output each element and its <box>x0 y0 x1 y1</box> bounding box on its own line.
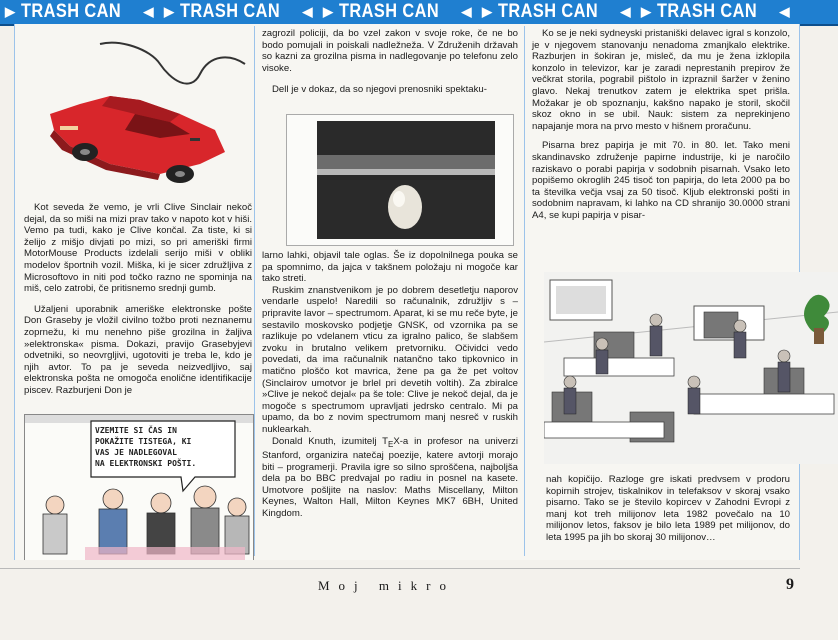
column-2 <box>262 28 518 96</box>
banner-segment <box>636 1 795 23</box>
arrow-right-icon: ▶ <box>5 4 16 19</box>
banner-segment <box>318 1 477 23</box>
paragraph: nah kopičijo. Razloge gre iskati predvsem v prodoru kopirnih strojev, tiskalnikov in telefaksov v skoraj vsako pisarno. Tako se je število kopircev v Zahodni Evropi z manj kot treh milijonov leta 1982 povečalo na 10 milijonov letos, faksov je bilo leta 1989 pet milijonov, do leta 1995 pa jih bo skoraj 30 milijonov… <box>546 474 790 543</box>
paragraph: Pisarna brez papirja je mit 70. in 80. let. Tako meni skandinavsko združenje papirne industrije, ki je naročilo raziskavo o porabi papirja v sodobnih pisarnah. Vsako leto popišemo okroglih 245 tisoč ton papirja, do leta 2000 pa bo ta številka večja vsaj za 50 tisoč. Kljub elektronski pošti in sodobnim napravam, ki lahko na CD shranijo 30.0000 strani A4, se kupi papirja v pisar- <box>532 140 790 221</box>
paragraph: zagrozil policiji, da bo vzel zakon v svoje roke, če ne bo bodo pomujali in poiskali nadležneža. V Združenih državah so kazni za grozilna pisma in nadlegovanje po telefonu zelo visoke. <box>262 28 518 74</box>
cartoon-illustration <box>24 414 254 561</box>
page-footer <box>0 560 838 640</box>
page-number: 9 <box>786 576 794 593</box>
text-fragment: X-a in profesor na univerzi Stanford, organizira natečaj poezije, katere avtorji morajo biti – programerji. Pravila igre so silno sproščena, najboljša dela pa bo BBC predvajal po radiu in posnel na kasete. Umotvore pošljite na naslov: Maths Miscellany, Milton Keynes, Walton Hall, Milton Keynes MK7 6BH, United Kingdom. <box>262 435 518 519</box>
paragraph <box>262 436 518 520</box>
text-fragment: Donald Knuth, izumitelj T <box>272 435 388 447</box>
car-mouse-image <box>40 34 250 204</box>
column-1 <box>24 202 252 397</box>
magazine-name: Moj mikro <box>318 578 455 593</box>
header-banner <box>0 0 838 26</box>
banner-text: TRASH CAN <box>338 1 439 22</box>
column-divider <box>524 26 525 556</box>
arrow-left-icon: ◀ <box>620 4 631 19</box>
paragraph: Dell je v dokaz, da so njegovi prenosniki spektaku- <box>272 84 487 96</box>
column-3 <box>532 28 790 222</box>
column-2b <box>262 250 518 520</box>
arrow-right-icon: ▶ <box>164 4 175 19</box>
bubble-line: NA ELEKTRONSKI POŠTI. <box>95 459 197 468</box>
paragraph: Ruskim znanstvenikom je po dobrem desetletju naporov vendarle uspelo! Naredili so računalnik, združljiv s – pripravite lavor – spectrumom. Aparat, ki se mu reče byte, je sestavilo moskovsko podjetje GNSK, od vzornika pa se razlikuje po vdelanem vticu za igralno palico, še slabšem zvoku in brutalno velikem pretvorniku. Očividci vedo povedati, da ima računalnik natančno tako tipkovnico in matično ploščo kot mavrica, žene pa ga že pet voltov (Sinclairov umotvor je brlel pri devetih voltih). Za zbiralce »Clive je nekoč dejal« pa še tole: Clive je nekoč dejal, da je mogoče s spectrumom upravljati jedrsko centralo. Mi pa upamo, da bo z novim spectrumom manj nesreč v ruskih nuklearkah. <box>262 284 518 435</box>
arrow-left-icon: ◀ <box>302 4 313 19</box>
arrow-right-icon: ▶ <box>323 4 334 19</box>
paragraph: Ko se je neki sydneyski pristaniški delavec igral s konzolo, je v njegovem stanovanju nenadoma zmanjkalo elektrike. Razburjen in šokiran je, misleč, da mu je žena izklopila konzolo in televizor, kar je zaradi neprestanih prepirov že večkrat storila, pograbil pištolo in izpraznil šaržer v ženino glavo. Nekaj trenutkov zatem je elektrika spet prišla. Možakar je ob spoznanju, kakšno napako je storil, skočil skoz okno in se ubil. Nauk: sistem za neprekinjeno napajanje mora na prvo mesto v hišnem proračunu. <box>532 28 790 132</box>
egg-laptop-ad <box>286 114 514 246</box>
bubble-line: VZEMITE SI ČAS IN <box>95 426 177 435</box>
paragraph: larno lahki, objavil tale oglas. Še iz dopolnilnega pouka se pa spomnimo, da jajca v takšnem položaju ni mogoče kar tako streti. <box>262 250 518 285</box>
arrow-right-icon: ▶ <box>482 4 493 19</box>
office-illustration <box>544 272 838 464</box>
banner-text: TRASH CAN <box>20 1 121 22</box>
banner-text: TRASH CAN <box>179 1 280 22</box>
paragraph: Užaljeni uporabnik ameriške elektronske pošte Don Graseby je vložil civilno tožbo proti neznanemu zoprnežu, ki mu nenehno piše grozilna in žaljiva »elektronska« pisma. Dokazi, pravijo Grasebyjevi odvetniki, so neovrgljivi, ugotoviti je treba le, kdo je njih avtor. To pa je seveda neizvedljivo, saj elektronska pošta ne omogoča enolične identifikacije piscev. Razburjeni Don je <box>24 303 252 396</box>
tex-e: E <box>387 439 394 449</box>
banner-segment <box>477 1 636 23</box>
banner-segment <box>159 1 318 23</box>
bubble-line: VAS JE NADLEGOVAL <box>95 448 177 457</box>
bubble-line: POKAŽITE TISTEGA, KI <box>95 437 192 446</box>
arrow-left-icon: ◀ <box>143 4 154 19</box>
banner-segment <box>0 1 159 23</box>
paragraph: Kot seveda že vemo, je vrli Clive Sinclair nekoč dejal, da so miši na mizi prav tako v napoto kot v hiši. Vemo pa tudi, kako je Clive končal. Za tiste, ki si želijo z mišjo divjati po mizi, so pri ameriški firmi MotorMouse Products izdelali serijo miši v obliki modelov športnih vozil. Miška, ki je sicer združljiva z Microsoftovo in niti pod točko razno ne spominja na miš, celo zatrobi, če pritisnemo srednji gumb. <box>24 202 252 295</box>
arrow-right-icon: ▶ <box>641 4 652 19</box>
footer-rule <box>0 568 800 569</box>
column-divider <box>254 26 255 556</box>
banner-text: TRASH CAN <box>656 1 757 22</box>
banner-text: TRASH CAN <box>497 1 598 22</box>
column-3b <box>546 474 790 544</box>
arrow-left-icon: ◀ <box>461 4 472 19</box>
arrow-left-icon: ◀ <box>779 4 790 19</box>
